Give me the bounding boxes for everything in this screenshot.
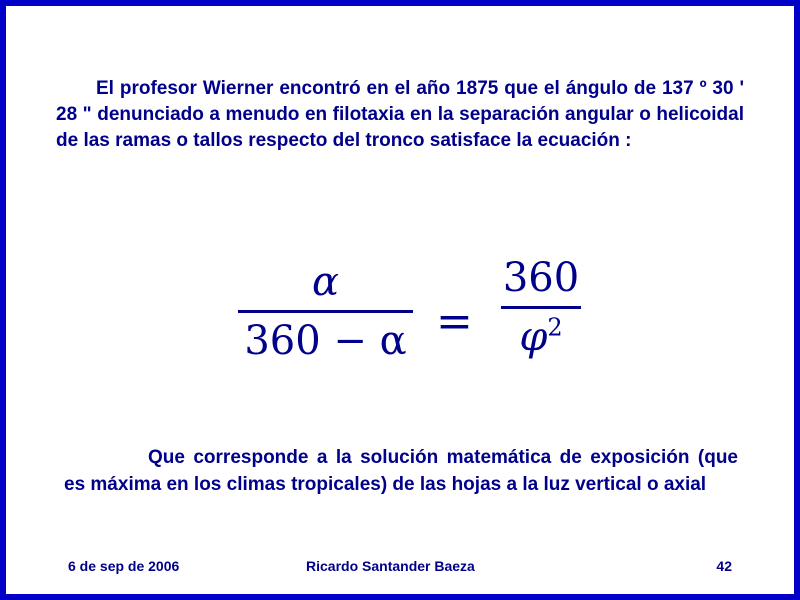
left-fraction: [238, 260, 413, 363]
exponent: 2: [547, 313, 563, 342]
right-denominator: [501, 315, 581, 359]
right-numerator: 360: [502, 255, 580, 301]
conclusion-text: Que corresponde a la solución matemática de exposición (que es máxima en los climas tropicales) de las hojas a la luz vertical o axial: [64, 447, 738, 495]
conclusion-paragraph: [64, 444, 738, 498]
footer-author: Ricardo Santander Baeza: [306, 558, 475, 574]
footer-date: 6 de sep de 2006: [68, 558, 180, 574]
phi-symbol: φ: [519, 314, 548, 360]
right-fraction: [501, 256, 581, 359]
intro-text: El profesor Wierner encontró en el año 1875 que el ángulo de 137 º 30 ' 28 " denunciado a menudo en filotaxia en la separación angular o helicoidal de las ramas o tallos respecto del tronco satisface la ecuación :: [56, 78, 744, 151]
equation: [226, 246, 606, 386]
right-fraction-bar: [501, 306, 581, 309]
intro-paragraph: [56, 76, 744, 154]
left-denominator: 360 − α: [244, 318, 407, 364]
page-number: 42: [716, 558, 732, 574]
left-fraction-bar: [238, 310, 413, 313]
equals-sign: =: [436, 296, 473, 347]
left-numerator: α: [311, 259, 339, 305]
